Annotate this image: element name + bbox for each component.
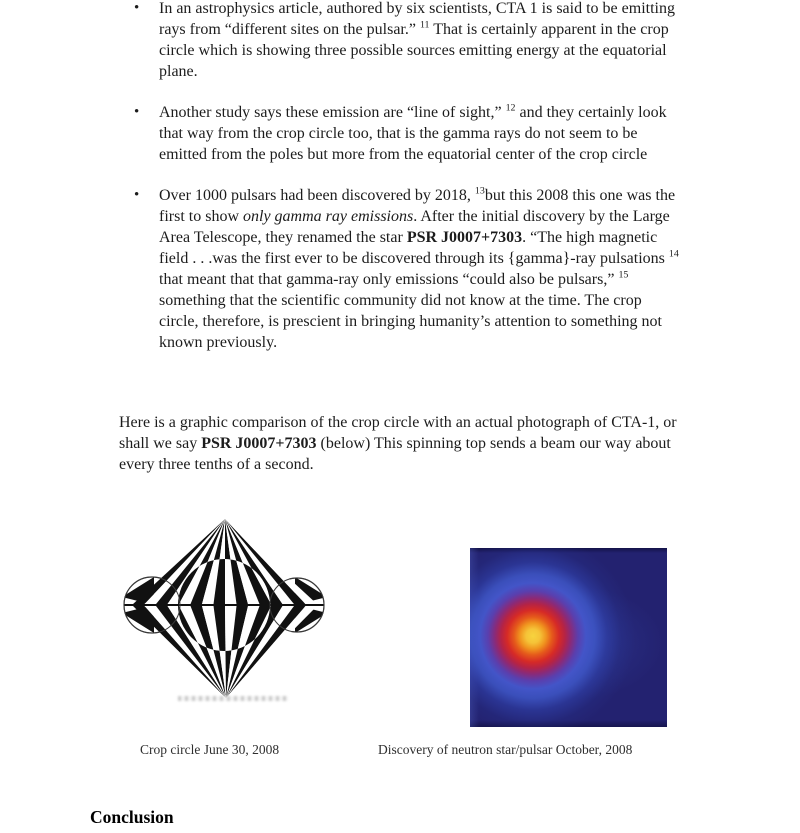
star-designation: PSR J0007+7303 xyxy=(406,229,523,246)
text-run: Over 1000 pulsars had been discovered by 2018, xyxy=(159,187,475,204)
conclusion-heading: Conclusion xyxy=(90,807,174,827)
bullet-list xyxy=(134,0,684,373)
bullet-marker-icon: • xyxy=(134,187,140,203)
bullet-text-1 xyxy=(159,0,683,82)
text-run: that meant that that gamma-ray only emissions “could also be pulsars,” xyxy=(159,271,619,288)
italic-text-run: only gamma ray emissions xyxy=(243,208,414,225)
bullet-text-2 xyxy=(159,102,683,165)
bullet-item-2 xyxy=(134,102,684,165)
text-run: but this 2008 this one was the first to show xyxy=(159,187,676,225)
crop-circle-graphic xyxy=(118,511,330,710)
pulsar-heatmap-caption: Discovery of neutron star/pulsar October, 2008 xyxy=(378,742,633,757)
text-run: something that the scientific community did not know at the time. The crop circle, therefore, is prescient in bringing humanity’s attention to something not known previously. xyxy=(159,292,662,351)
text-run: (below) This spinning top sends a beam our way about every three tenths of a second. xyxy=(119,435,671,473)
footnote-ref-15: 15 xyxy=(618,269,629,281)
text-run: and they certainly look that way from the crop circle too, that is the gamma rays do not seem to be emitted from the poles but more from the equatorial center of the crop circle xyxy=(159,104,667,163)
star-designation: PSR J0007+7303 xyxy=(201,435,317,452)
blurred-watermark xyxy=(178,696,288,701)
text-run: Another study says these emission are “line of sight,” xyxy=(159,104,506,121)
footnote-ref-12: 12 xyxy=(505,102,516,114)
footnote-ref-11: 11 xyxy=(419,19,430,31)
comparison-paragraph xyxy=(119,412,681,475)
bullet-marker-icon: • xyxy=(134,0,140,16)
footnote-ref-14: 14 xyxy=(668,248,679,260)
crop-circle-caption: Crop circle June 30, 2008 xyxy=(140,742,280,757)
footnote-ref-13: 13 xyxy=(474,185,485,197)
pulsar-heatmap-figure xyxy=(470,548,667,727)
text-run: . “The high magnetic field . . .was the first ever to be discovered through its {gamma}-ray pulsations xyxy=(159,229,669,267)
text-run: . After the initial discovery by the Large Area Telescope, they renamed the star xyxy=(159,208,670,246)
text-run: That is certainly apparent in the crop circle which is showing three possible sources emitting energy at the equatorial plane. xyxy=(159,21,669,80)
crop-circle-figure xyxy=(118,511,330,710)
text-run: Here is a graphic comparison of the crop circle with an actual photograph of CTA-1, or shall we say xyxy=(119,414,677,452)
text-run: In an astrophysics article, authored by six scientists, CTA 1 is said to be emitting rays from “different sites on the pulsar.” xyxy=(159,0,675,38)
bullet-item-1 xyxy=(134,0,684,82)
bullet-marker-icon: • xyxy=(134,104,140,120)
bullet-text-3 xyxy=(159,185,683,353)
bullet-item-3 xyxy=(134,185,684,353)
